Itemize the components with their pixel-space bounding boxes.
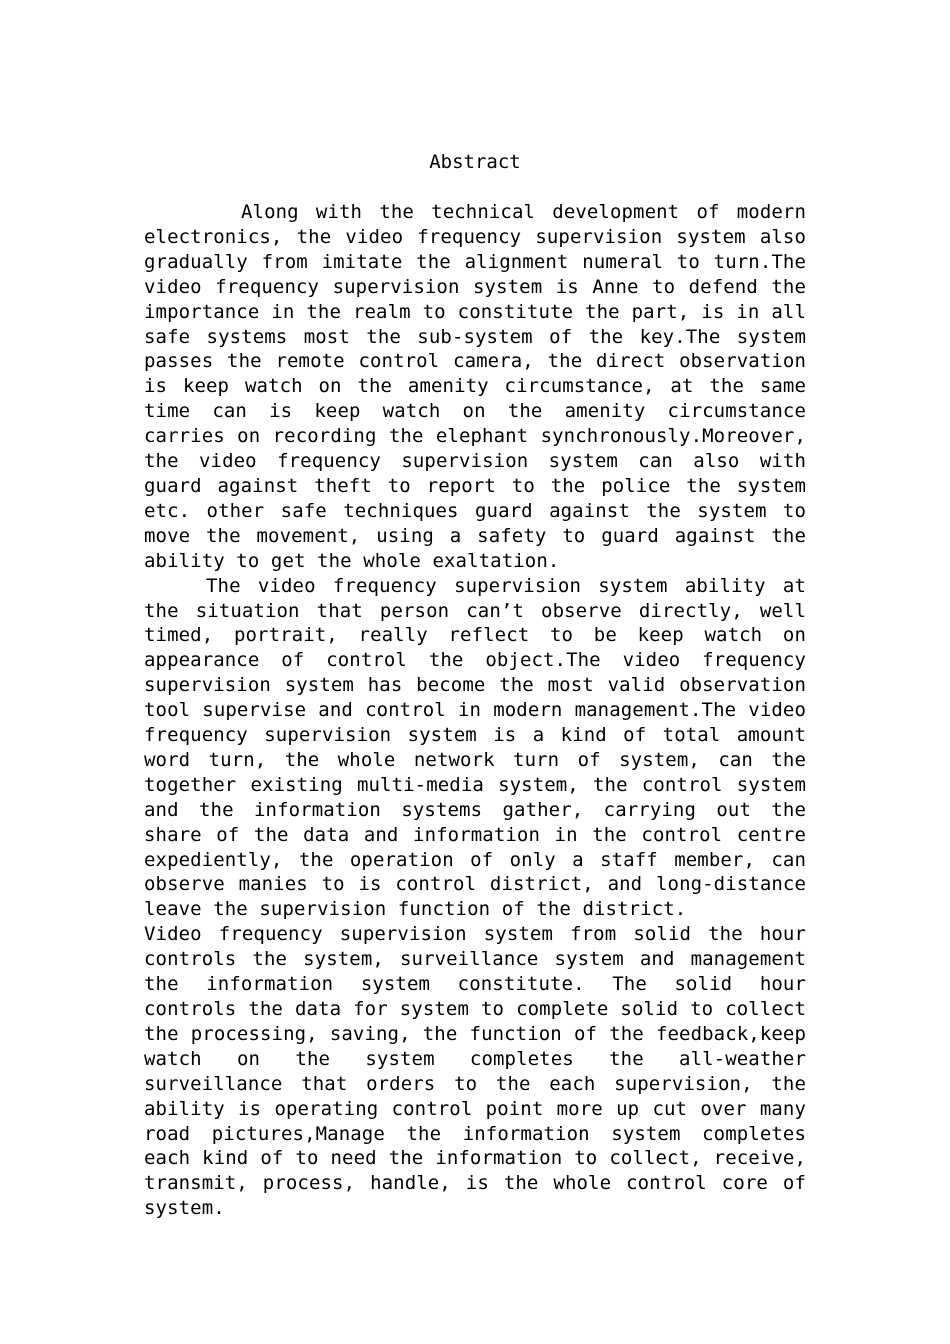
paragraph-1: Along with the technical development of modern electronics, the video frequency supervision system also gradually from imitate the alignment numeral to turn.The video frequency supervision system is Anne to defend the importance in the realm to constitute the part, is in all safe systems most the sub-system of the key.The system passes the remote control camera, the direct observation is keep watch on the amenity circumstance, at the same time can is keep watch on the amenity circumstance carries on recording the elephant synchronously.Moreover, the video frequency supervision system can also with guard against theft to report to the police the system etc. other safe techniques guard against the system to move the movement, using a safety to guard against the ability to get the whole exaltation. <box>144 201 806 572</box>
abstract-body <box>144 200 806 1221</box>
paragraph-2: The video frequency supervision system ability at the situation that person can’t observe directly, well timed, portrait, really reflect to be keep watch on appearance of control the object.The video frequency supervision system has become the most valid observation tool supervise and control in modern management.The video frequency supervision system is a kind of total amount word turn, the whole network turn of system, can the together existing multi-media system, the control system and the information systems gather, carrying out the share of the data and information in the control centre expediently, the operation of only a staff member, can observe manies to is control district, and long-distance leave the supervision function of the district. <box>144 574 806 921</box>
abstract-title: Abstract <box>429 151 521 173</box>
paragraph-3: Video frequency supervision system from solid the hour controls the system, surveillance system and management the information system constitute. The solid hour controls the data for system to complete solid to collect the processing, saving, the function of the feedback,keep watch on the system completes the all-weather surveillance that orders to the each supervision, the ability is operating control point more up cut over many road pictures,Manage the information system completes each kind of to need the information to collect, receive, transmit, process, handle, is the whole control core of system. <box>144 923 806 1220</box>
